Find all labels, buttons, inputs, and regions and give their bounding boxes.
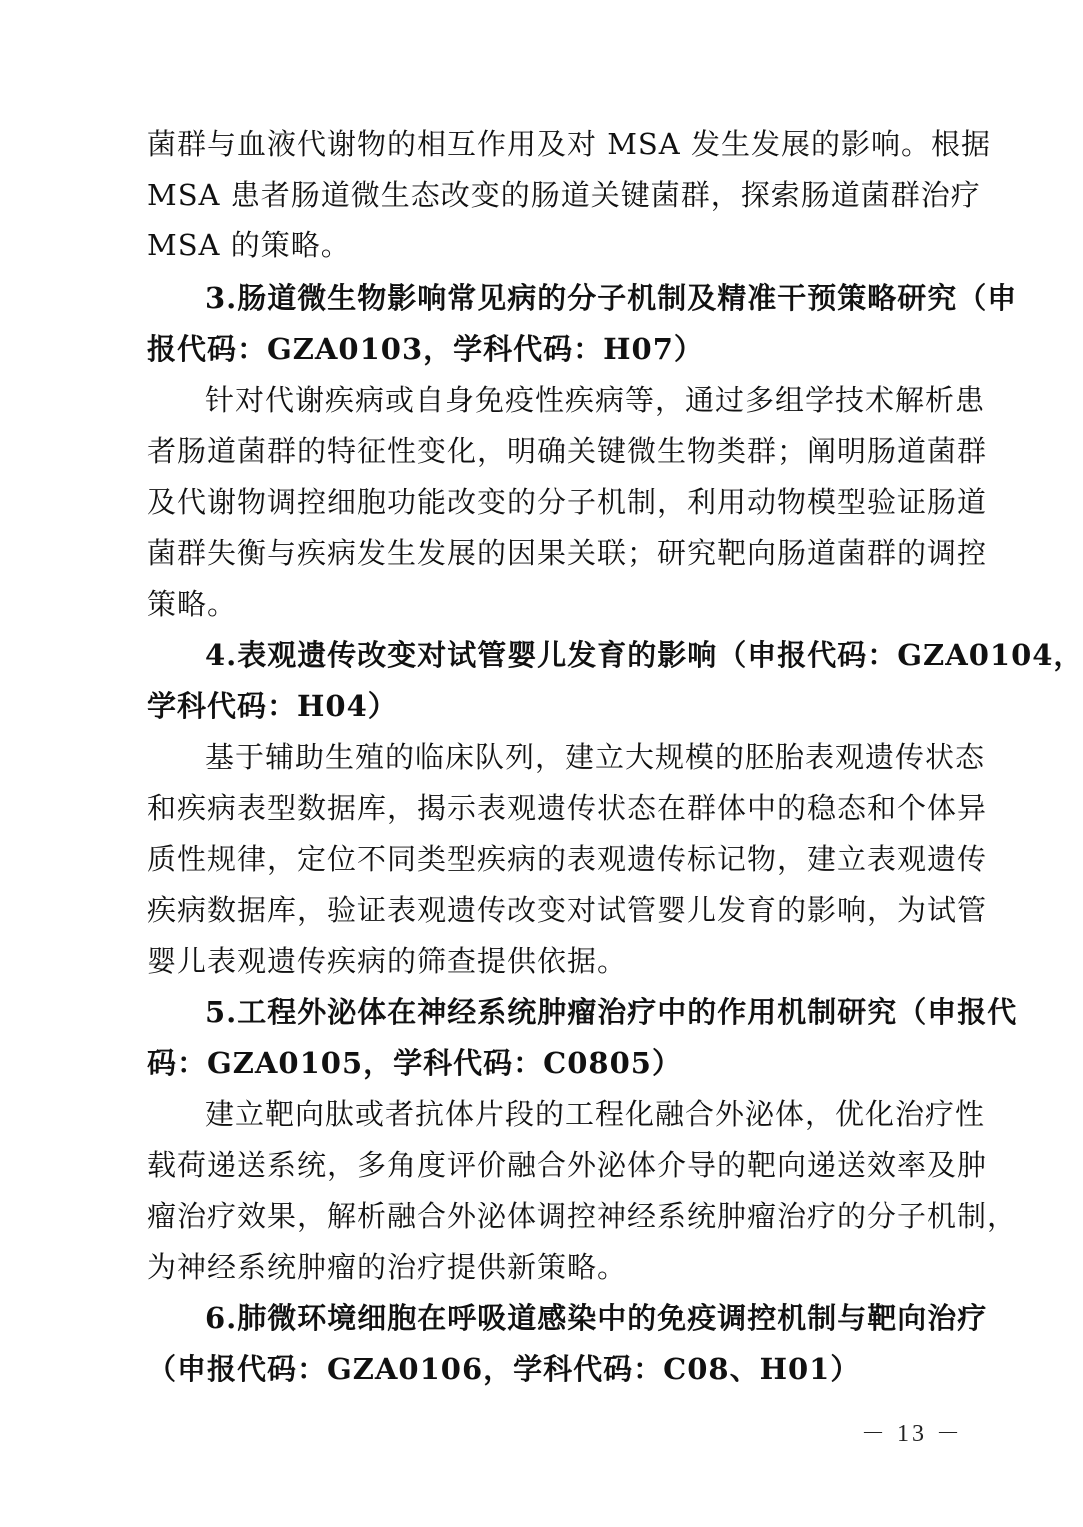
text-line: 和疾病表型数据库，揭示表观遗传状态在群体中的稳态和个体异	[147, 791, 988, 825]
text-line: 菌群与血液代谢物的相互作用及对 MSA 发生发展的影响。根据	[147, 127, 991, 161]
section-heading-3: 3.肠道微生物影响常见病的分子机制及精准干预策略研究（申	[205, 281, 1018, 315]
section-heading-5-cont: 码：GZA0105，学科代码：C0805）	[147, 1046, 682, 1080]
text-line: 载荷递送系统，多角度评价融合外泌体介导的靶向递送效率及肿	[147, 1148, 988, 1182]
section-heading-6: 6.肺微环境细胞在呼吸道感染中的免疫调控机制与靶向治疗	[205, 1301, 988, 1335]
section-heading-6-cont: （申报代码：GZA0106，学科代码：C08、H01）	[147, 1352, 861, 1386]
page-number: － 13 －	[861, 1421, 963, 1447]
text-line: 基于辅助生殖的临床队列，建立大规模的胚胎表观遗传状态	[205, 740, 986, 774]
text-line: 菌群失衡与疾病发生发展的因果关联；研究靶向肠道菌群的调控	[147, 536, 988, 570]
text-line: 及代谢物调控细胞功能改变的分子机制，利用动物模型验证肠道	[147, 485, 988, 519]
section-heading-4-cont: 学科代码：H04）	[147, 689, 398, 723]
text-line: 为神经系统肿瘤的治疗提供新策略。	[147, 1250, 628, 1284]
section-heading-4: 4.表观遗传改变对试管婴儿发育的影响（申报代码：GZA0104，	[205, 638, 1083, 672]
section-heading-3-cont: 报代码：GZA0103，学科代码：H07）	[147, 332, 704, 366]
text-line: 疾病数据库，验证表观遗传改变对试管婴儿发育的影响，为试管	[147, 893, 988, 927]
text-line: 瘤治疗效果，解析融合外泌体调控神经系统肿瘤治疗的分子机制，	[147, 1199, 1018, 1233]
text-line: 婴儿表观遗传疾病的筛查提供依据。	[147, 944, 628, 978]
section-heading-5: 5.工程外泌体在神经系统肿瘤治疗中的作用机制研究（申报代	[205, 995, 1018, 1029]
text-line: MSA 患者肠道微生态改变的肠道关键菌群，探索肠道菌群治疗	[147, 178, 981, 212]
text-line: 策略。	[147, 587, 238, 621]
text-line: 质性规律，定位不同类型疾病的表观遗传标记物，建立表观遗传	[147, 842, 988, 876]
text-line: 针对代谢疾病或自身免疫性疾病等，通过多组学技术解析患	[205, 383, 986, 417]
text-line: MSA 的策略。	[147, 228, 351, 262]
text-line: 者肠道菌群的特征性变化，明确关键微生物类群；阐明肠道菌群	[147, 434, 988, 468]
text-line: 建立靶向肽或者抗体片段的工程化融合外泌体，优化治疗性	[205, 1097, 986, 1131]
